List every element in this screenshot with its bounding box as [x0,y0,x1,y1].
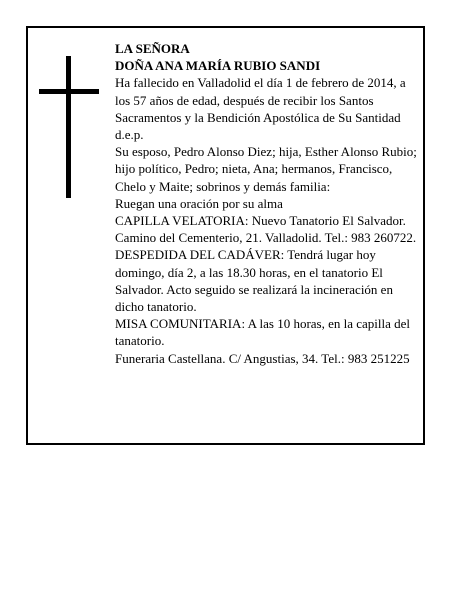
death-announcement-paragraph: Ha fallecido en Valladolid el día 1 de febrero de 2014, a los 57 años de edad, después de recibir los Santos Sacramentos y la Bendición Apostólica de Su Santidad d.e.p. [115,75,406,143]
cross-horizontal-bar [39,89,99,94]
wake-chapel-paragraph: CAPILLA VELATORIA: Nuevo Tanatorio El Salvador. Camino del Cementerio, 21. Valladolid. Tel.: 983 260722. [115,213,417,246]
prayer-request-paragraph: Ruegan una oración por su alma [115,195,283,211]
funeral-home-paragraph: Funeraria Castellana. C/ Angustias, 34. Tel.: 983 251225 [115,350,410,366]
notice-text [115,40,423,367]
latin-cross-icon [39,56,99,198]
farewell-paragraph: DESPEDIDA DEL CADÁVER: Tendrá lugar hoy domingo, día 2, a las 18.30 horas, en el tanatorio El Salvador. Acto seguido se realizará la incineración en dicho tanatorio. [115,247,393,315]
community-mass-paragraph: MISA COMUNITARIA: A las 10 horas, en la capilla del tanatorio. [115,316,411,349]
obituary-notice [26,26,425,445]
deceased-name: DOÑA ANA MARÍA RUBIO SANDI [115,58,321,74]
family-paragraph: Su esposo, Pedro Alonso Diez; hija, Esther Alonso Rubio; hijo político, Pedro; nieta, Ana; hermanos, Francisco, Chelo y Maite; sobrinos y demás familia: [115,144,417,194]
cross-vertical-bar [66,56,71,198]
notice-title: LA SEÑORA [115,41,190,56]
